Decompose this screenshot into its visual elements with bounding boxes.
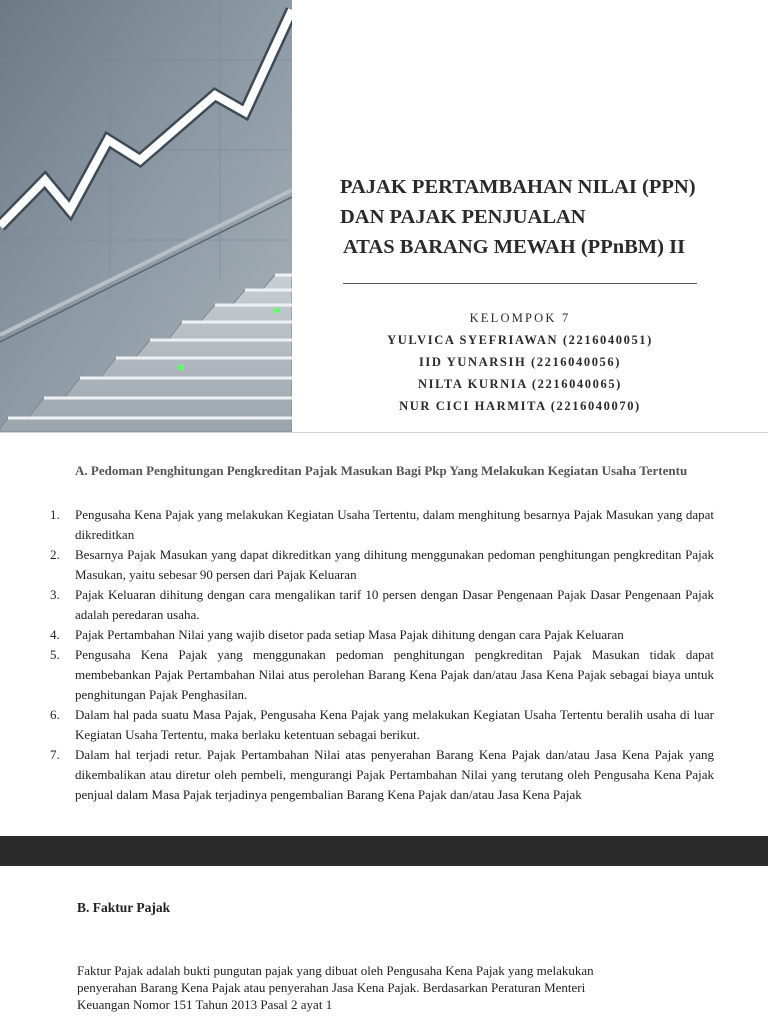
member-name: YULVICA SYEFRIAWAN (2216040051): [387, 333, 653, 347]
list-item: [30, 625, 714, 645]
member-name: IID YUNARSIH (2216040056): [418, 355, 622, 369]
list-number: 2.: [50, 547, 60, 562]
title-line-3: ATAS BARANG MEWAH (PPnBM) II: [343, 236, 686, 258]
guideline-list: [30, 505, 714, 805]
list-item: [30, 545, 714, 585]
list-text: Pajak Pertambahan Nilai yang wajib disetor pada setiap Masa Pajak dihitung dengan cara Pajak Keluaran: [75, 627, 624, 642]
content-slide-a: [0, 433, 768, 836]
faktur-pajak-paragraph: [77, 962, 677, 1013]
list-number: 7.: [50, 747, 60, 762]
paragraph-line: penyerahan Barang Kena Pajak atau penyerahan Jasa Kena Pajak. Berdasarkan Peraturan Menteri: [77, 980, 586, 995]
content-slide-b: [0, 866, 768, 1024]
group-members: [343, 307, 697, 417]
list-number: 6.: [50, 707, 60, 722]
list-text: Dalam hal pada suatu Masa Pajak, Pengusaha Kena Pajak yang melakukan Kegiatan Usaha Tertentu beralih usaha di luar Kegiatan Usaha Tertentu, maka berlaku ketentuan sebagai berikut.: [75, 707, 714, 742]
list-number: 5.: [50, 647, 60, 662]
section-a-heading: A. Pedoman Penghitungan Pengkreditan Pajak Masukan Bagi Pkp Yang Melakukan Kegiatan Usaha Tertentu: [75, 463, 688, 478]
paragraph-line: Keuangan Nomor 151 Tahun 2013 Pasal 2 ayat 1: [77, 997, 333, 1012]
title-line-2: DAN PAJAK PENJUALAN: [340, 206, 586, 228]
list-number: 4.: [50, 627, 60, 642]
title-divider: [343, 283, 697, 284]
list-item: [30, 645, 714, 705]
presentation-title: [340, 172, 740, 262]
list-item: [30, 505, 714, 545]
member-name: NUR CICI HARMITA (2216040070): [399, 399, 641, 413]
group-name: KELOMPOK 7: [469, 311, 571, 325]
paragraph-line: Faktur Pajak adalah bukti pungutan pajak yang dibuat oleh Pengusaha Kena Pajak yang melakukan: [77, 963, 594, 978]
staircase-with-rising-arrow-image: [0, 0, 292, 432]
list-item: [30, 705, 714, 745]
list-text: Besarnya Pajak Masukan yang dapat dikreditkan yang dihitung menggunakan pedoman penghitungan pengkreditan Pajak Masukan, yaitu sebesar 90 persen dari Pajak Keluaran: [75, 547, 714, 582]
list-text: Dalam hal terjadi retur. Pajak Pertambahan Nilai atas penyerahan Barang Kena Pajak dan/atau Jasa Kena Pajak yang dikembalikan atau diretur oleh pembeli, mengurangi Pajak Pertambahan Nilai yang terutang oleh Pengusaha Kena Pajak penjual dalam Masa Pajak terjadinya pengembalian Barang Kena Pajak dan/atau Jasa Kena Pajak: [75, 747, 714, 802]
list-number: 3.: [50, 587, 60, 602]
list-item: [30, 585, 714, 625]
list-number: 1.: [50, 507, 60, 522]
slide-separator-band: [0, 836, 768, 866]
title-line-1: PAJAK PERTAMBAHAN NILAI (PPN): [340, 176, 696, 198]
list-text: Pengusaha Kena Pajak yang menggunakan pedoman penghitungan pengkreditan Pajak Masukan tidak dapat membebankan Pajak Pertambahan Nilai atus perolehan Barang Kena Pajak dan/atau Jasa Kena Pajak sebagai biaya untuk penghitungan Pajak Penghasilan.: [75, 647, 714, 702]
member-name: NILTA KURNIA (2216040065): [418, 377, 622, 391]
list-item: [30, 745, 714, 805]
list-text: Pajak Keluaran dihitung dengan cara mengalikan tarif 10 persen dengan Dasar Pengenaan Pajak Dasar Pengenaan Pajak adalah peredaran usaha.: [75, 587, 714, 622]
title-slide: [0, 0, 768, 432]
list-text: Pengusaha Kena Pajak yang melakukan Kegiatan Usaha Tertentu, dalam menghitung besarnya Pajak Masukan yang dapat dikreditkan: [75, 507, 714, 542]
section-b-heading: B. Faktur Pajak: [77, 900, 171, 915]
